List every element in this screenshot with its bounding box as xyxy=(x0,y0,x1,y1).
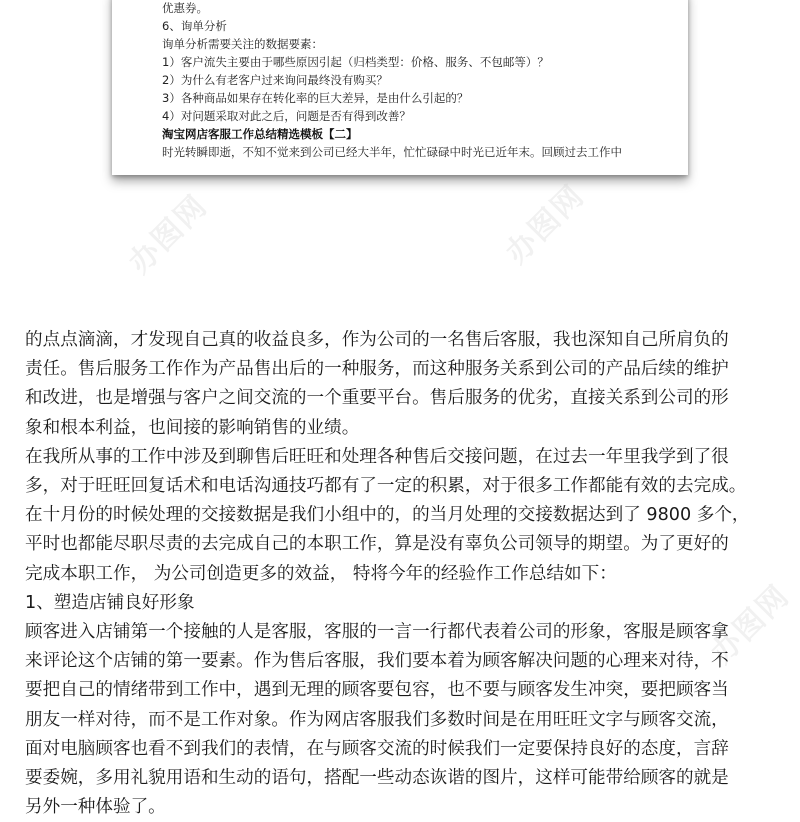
body-line: 多，对于旺旺回复话术和电话沟通技巧都有了一定的积累，对于很多工作都能有效的去完成。 xyxy=(25,476,747,497)
preview-line: 时光转瞬即逝，不知不觉来到公司已经大半年，忙忙碌碌中时光已近年末。回顾过去工作中 xyxy=(162,145,622,159)
document-preview-card xyxy=(112,0,688,175)
body-line: 顾客进入店铺第一个接触的人是客服，客服的一言一行都代表着公司的形象，客服是顾客拿 xyxy=(25,622,729,643)
body-line: 在我所从事的工作中涉及到聊售后旺旺和处理各种售后交接问题，在过去一年里我学到了很 xyxy=(25,446,729,467)
body-line: 朋友一样对待，而不是工作对象。作为网店客服我们多数时间是在用旺旺文字与顾客交流， xyxy=(25,709,729,730)
preview-line: 4）对问题采取对此之后，问题是否有得到改善？ xyxy=(162,109,411,123)
body-line: 来评论这个店铺的第一要素。作为售后客服，我们要本着为顾客解决问题的心理来对待，不 xyxy=(25,651,729,672)
preview-line: 1）客户流失主要由于哪些原因引起（归档类型：价格、服务、不包邮等）？ xyxy=(162,55,549,69)
preview-line: 2）为什么有老客户过来询问最终没有购买？ xyxy=(162,73,388,87)
body-line: 完成本职工作， 为公司创造更多的效益， 特将今年的经验作工作总结如下： xyxy=(25,563,617,584)
preview-section-title: 淘宝网店客服工作总结精选模板【二】 xyxy=(162,127,358,141)
body-line: 和改进，也是增强与客户之间交流的一个重要平台。售后服务的优劣，直接关系到公司的形 xyxy=(25,388,729,409)
preview-text-block xyxy=(162,0,648,161)
body-line: 平时也都能尽职尽责的去完成自己的本职工作，算是没有辜负公司领导的期望。为了更好的 xyxy=(25,534,729,555)
body-line: 要委婉，多用礼貌用语和生动的语句，搭配一些动态诙谐的图片，这样可能带给顾客的就是 xyxy=(25,768,729,789)
watermark: 办图网 xyxy=(122,188,215,281)
preview-line: 优惠券。 xyxy=(162,1,208,15)
preview-line: 询单分析需要关注的数据要素： xyxy=(162,37,323,51)
body-line: 在十月份的时候处理的交接数据是我们小组中的，的当月处理的交接数据达到了 9800 多个， xyxy=(25,505,750,526)
body-line: 责任。售后服务工作作为产品售出后的一种服务，而这种服务关系到公司的产品后续的维护 xyxy=(25,359,729,380)
preview-line: 3）各种商品如果存在转化率的巨大差异，是由什么引起的？ xyxy=(162,91,469,105)
preview-line: 6、询单分析 xyxy=(162,19,227,33)
body-line: 象和根本利益，也间接的影响销售的业绩。 xyxy=(25,417,360,438)
section-heading: 1、塑造店铺良好形象 xyxy=(25,592,195,613)
body-line: 面对电脑顾客也看不到我们的表情，在与顾客交流的时候我们一定要保持良好的态度，言辞 xyxy=(25,738,729,759)
body-line: 另外一种体验了。 xyxy=(25,797,166,818)
body-line: 的点点滴滴，才发现自己真的收益良多，作为公司的一名售后客服，我也深知自己所肩负的 xyxy=(25,330,729,350)
watermark: 办图网 xyxy=(704,578,797,671)
watermark: 办图网 xyxy=(499,178,592,271)
document-body xyxy=(25,326,785,822)
body-line: 要把自己的情绪带到工作中，遇到无理的顾客要包容，也不要与顾客发生冲突，要把顾客当 xyxy=(25,680,729,701)
